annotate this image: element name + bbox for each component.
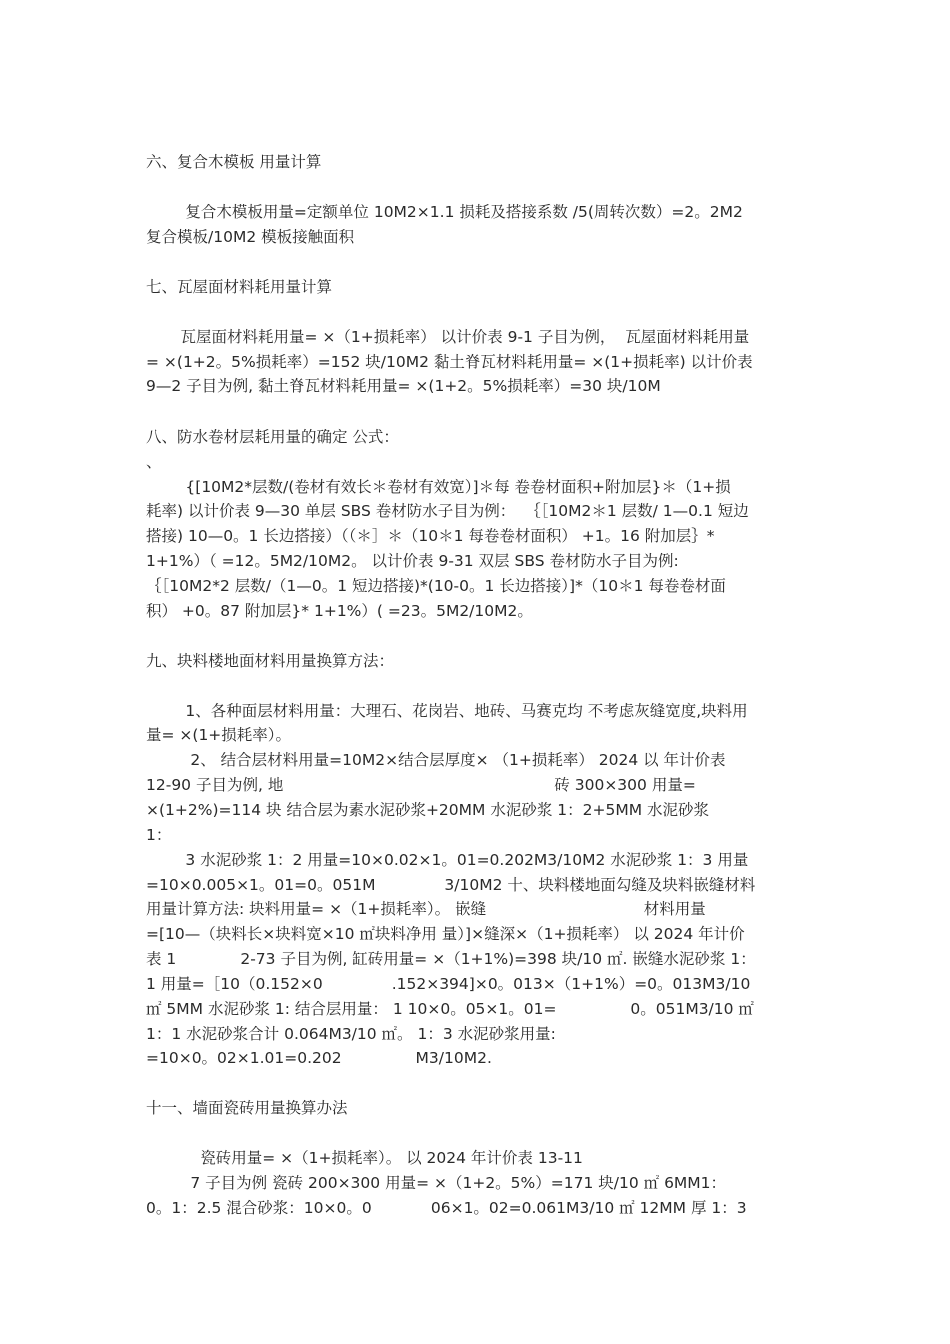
paragraph-line: 复合木模板用量=定额单位 10M2×1.1 损耗及搭接系数 /5(周转次数）=2。2M2	[146, 203, 743, 221]
paragraph-line: 瓷砖用量= ×（1+损耗率）。 以 2024 年计价表 13-11	[146, 1149, 583, 1167]
paragraph-line: 搭接) 10—0。1 长边搭接）（（＊］＊（10＊1 每卷卷材面积） +1。16 附加层｝*	[146, 527, 715, 545]
paragraph-line: 7 子目为例 瓷砖 200×300 用量= ×（1+2。5%）=171 块/10 ㎡ 6MM1：	[146, 1174, 727, 1192]
paragraph-line: 耗率) 以计价表 9—30 单层 SBS 卷材防水子目为例： ｛［10M2＊1 层数/ 1—0.1 短边	[146, 502, 749, 520]
paragraph-line: ｛［10M2*2 层数/（1—0。1 短边搭接)*(10-0。1 长边搭接）]*（10＊1 每卷卷材面	[146, 577, 726, 595]
stray-mark: 、	[146, 453, 162, 471]
paragraph-line: ×(1+2%)=114 块 结合层为素水泥砂浆+20MM 水泥砂浆 1：2+5MM 水泥砂浆	[146, 801, 710, 819]
paragraph-line: ㎡ 5MM 水泥砂浆 1: 结合层用量： 1 10×0。05×1。01= 0。051M3/10 ㎡	[146, 1000, 754, 1018]
section-heading-9: 九、块料楼地面材料用量换算方法：	[146, 652, 395, 670]
paragraph-line: 12-90 子目为例, 地 砖 300×300 用量=	[146, 776, 696, 794]
paragraph-line: 3 水泥砂浆 1：2 用量=10×0.02×1。01=0.202M3/10M2 水泥砂浆 1：3 用量	[146, 851, 749, 869]
section-heading-7: 七、瓦屋面材料耗用量计算	[146, 278, 333, 296]
paragraph-line: 量= ×(1+损耗率）。	[146, 726, 292, 744]
paragraph-line: {[10M2*层数/(卷材有效长＊卷材有效宽）]＊每 卷卷材面积+附加层}＊（1+损	[146, 478, 731, 496]
paragraph-line: 1：1 水泥砂浆合计 0.064M3/10 ㎡。 1：3 水泥砂浆用量:	[146, 1025, 556, 1043]
paragraph-line: 0。1：2.5 混合砂浆：10×0。0 06×1。02=0.061M3/10 ㎡ 12MM 厚 1：3	[146, 1199, 747, 1217]
paragraph-line: 1：	[146, 826, 172, 844]
section-heading-11: 十一、墙面瓷砖用量换算办法	[146, 1099, 348, 1117]
paragraph-line: =10×0。02×1.01=0.202 M3/10M2.	[146, 1049, 492, 1067]
paragraph-line: 1+1%）（ =12。5M2/10M2。 以计价表 9-31 双层 SBS 卷材防水子目为例:	[146, 552, 679, 570]
paragraph-line: 积） +0。87 附加层}* 1+1%）( =23。5M2/10M2。	[146, 602, 533, 620]
paragraph-line: 瓦屋面材料耗用量= ×（1+损耗率） 以计价表 9-1 子目为例， 瓦屋面材料耗用量	[146, 328, 750, 346]
paragraph-line: = ×(1+2。5%损耗率）=152 块/10M2 黏土脊瓦材料耗用量= ×(1+损耗率) 以计价表	[146, 353, 753, 371]
paragraph-line: 2、 结合层材料用量=10M2×结合层厚度× （1+损耗率） 2024 以 年计价表	[146, 751, 726, 769]
paragraph-line: =10×0.005×1。01=0。051M 3/10M2 十、块料楼地面勾缝及块料嵌缝材料	[146, 876, 756, 894]
paragraph-line: 用量计算方法: 块料用量= ×（1+损耗率）。 嵌缝 材料用量	[146, 900, 706, 918]
paragraph-line: 1、各种面层材料用量：大理石、花岗岩、地砖、马赛克均 不考虑灰缝宽度,块料用	[146, 702, 748, 720]
section-heading-8: 八、防水卷材层耗用量的确定 公式：	[146, 428, 399, 446]
paragraph-line: 表 1 2-73 子目为例, 缸砖用量= ×（1+1%)=398 块/10 ㎡. 嵌缝水泥砂浆 1：	[146, 950, 756, 968]
paragraph-line: 9—2 子目为例, 黏土脊瓦材料耗用量= ×(1+2。5%损耗率）=30 块/10M	[146, 377, 661, 395]
paragraph-line: 复合模板/10M2 模板接触面积	[146, 228, 355, 246]
section-heading-6: 六、复合木模板 用量计算	[146, 153, 322, 171]
paragraph-line: 1 用量=［10（0.152×0 .152×394]×0。013×（1+1%）=0。013M3/10	[146, 975, 751, 993]
paragraph-line: =[10—（块料长×块料宽×10 ㎡块料净用 量）]×缝深×（1+损耗率） 以 2024 年计价	[146, 925, 745, 943]
